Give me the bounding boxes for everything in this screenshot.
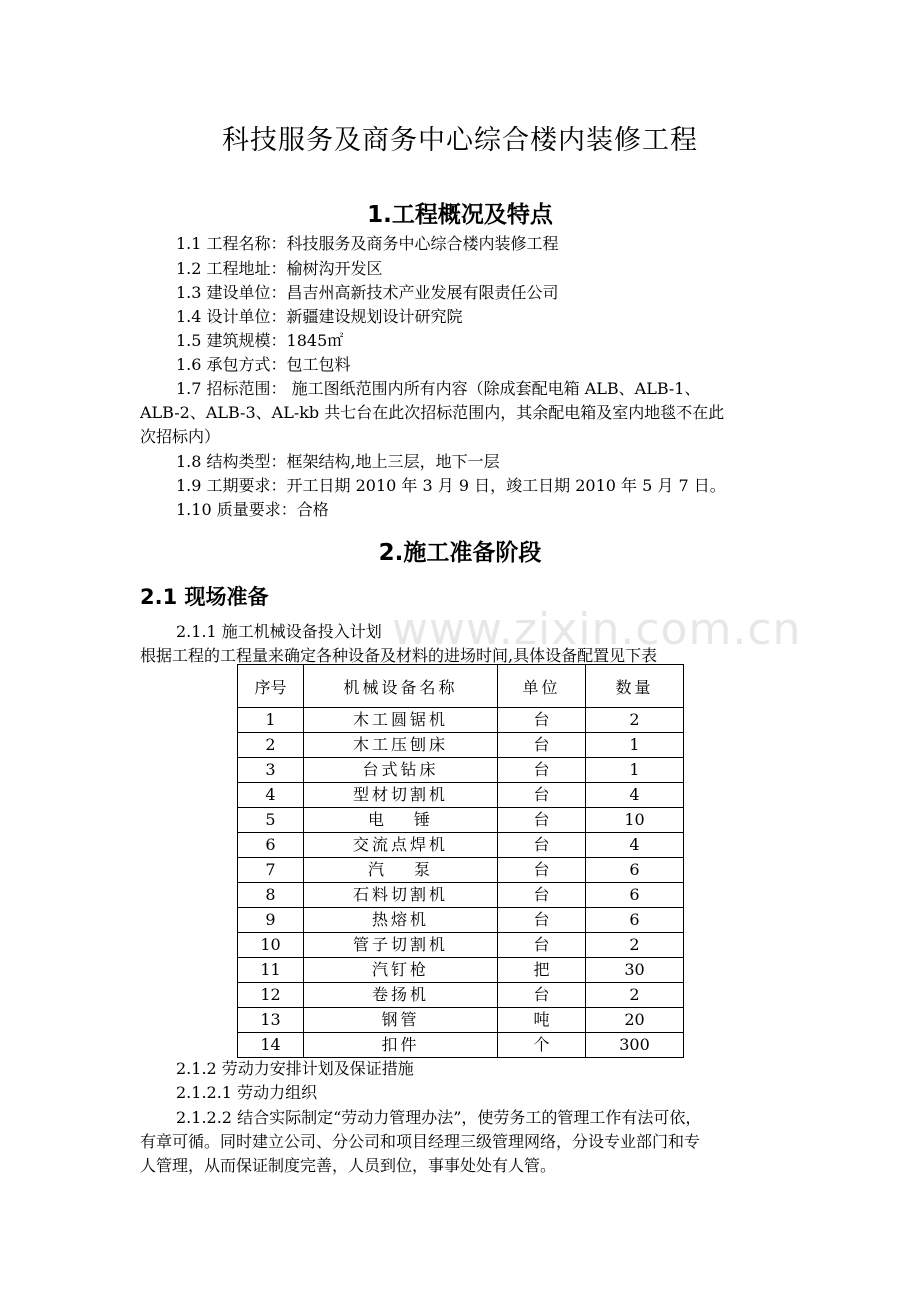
table-row — [238, 958, 684, 983]
subsection-2-1-heading: 2.1 现场准备 — [140, 585, 269, 609]
cell-index: 11 — [238, 958, 304, 983]
cell-qty: 2 — [586, 933, 684, 958]
cell-index: 7 — [238, 858, 304, 883]
cell-qty: 2 — [586, 983, 684, 1008]
cell-index: 14 — [238, 1033, 304, 1058]
table-row — [238, 758, 684, 783]
cell-qty: 20 — [586, 1008, 684, 1033]
cell-name: 型材切割机 — [304, 783, 498, 808]
cell-qty: 2 — [586, 708, 684, 733]
cell-name: 扣件 — [304, 1033, 498, 1058]
header-equipment-name: 机械设备名称 — [304, 665, 498, 708]
item-1-10: 1.10 质量要求：合格 — [176, 500, 329, 519]
cell-qty: 6 — [586, 908, 684, 933]
document-title: 科技服务及商务中心综合楼内装修工程 — [222, 125, 698, 156]
para-2-1-2-2: 2.1.2.2 结合实际制定“劳动力管理办法”，使劳务工的管理工作有法可依， — [176, 1108, 702, 1127]
item-1-8: 1.8 结构类型：框架结构,地上三层，地下一层 — [176, 452, 500, 471]
table-row — [238, 1008, 684, 1033]
cell-name: 管子切割机 — [304, 933, 498, 958]
cell-index: 6 — [238, 833, 304, 858]
cell-unit: 台 — [498, 733, 586, 758]
cell-qty: 300 — [586, 1033, 684, 1058]
cell-index: 12 — [238, 983, 304, 1008]
table-header-row — [238, 665, 684, 708]
para-2-1-2: 2.1.2 劳动力安排计划及保证措施 — [176, 1059, 414, 1078]
cell-name: 热熔机 — [304, 908, 498, 933]
table-row — [238, 858, 684, 883]
item-1-7: 1.7 招标范围： 施工图纸范围内所有内容（除成套配电箱 ALB、ALB-1、 — [176, 379, 701, 398]
item-1-7-cont: ALB-2、ALB-3、AL-kb 共七台在此次招标范围内，其余配电箱及室内地毯不在此 — [140, 403, 725, 422]
cell-index: 4 — [238, 783, 304, 808]
cell-index: 10 — [238, 933, 304, 958]
cell-index: 13 — [238, 1008, 304, 1033]
header-quantity: 数量 — [586, 665, 684, 708]
cell-name: 木工压刨床 — [304, 733, 498, 758]
para-2-1-2-2-cont: 有章可循。同时建立公司、分公司和项目经理三级管理网络，分设专业部门和专 — [140, 1132, 701, 1151]
table-row — [238, 908, 684, 933]
section-1-heading: 1.工程概况及特点 — [367, 202, 553, 228]
cell-qty: 4 — [586, 783, 684, 808]
para-2-1-2-1: 2.1.2.1 劳动力组织 — [176, 1083, 318, 1102]
cell-qty: 4 — [586, 833, 684, 858]
table-row — [238, 1033, 684, 1058]
item-1-4: 1.4 设计单位：新疆建设规划设计研究院 — [176, 307, 463, 326]
cell-name: 电 锤 — [304, 808, 498, 833]
cell-unit: 台 — [498, 833, 586, 858]
cell-unit: 台 — [498, 708, 586, 733]
table-row — [238, 933, 684, 958]
watermark: www.zixin.com.cn — [392, 604, 802, 655]
table-row — [238, 808, 684, 833]
equipment-table — [237, 664, 684, 1058]
cell-unit: 台 — [498, 983, 586, 1008]
cell-index: 5 — [238, 808, 304, 833]
item-1-7-end: 次招标内） — [140, 427, 221, 446]
para-2-1-1-text: 根据工程的工程量来确定各种设备及材料的进场时间,具体设备配置见下表 — [140, 646, 658, 665]
cell-index: 2 — [238, 733, 304, 758]
cell-unit: 台 — [498, 808, 586, 833]
item-1-3: 1.3 建设单位：昌吉州高新技术产业发展有限责任公司 — [176, 283, 559, 302]
para-2-1-2-2-end: 人管理，从而保证制度完善，人员到位，事事处处有人管。 — [140, 1156, 557, 1175]
item-1-2: 1.2 工程地址：榆树沟开发区 — [176, 259, 383, 278]
cell-index: 3 — [238, 758, 304, 783]
cell-name: 木工圆锯机 — [304, 708, 498, 733]
cell-qty: 30 — [586, 958, 684, 983]
cell-name: 台式钻床 — [304, 758, 498, 783]
cell-index: 9 — [238, 908, 304, 933]
cell-name: 汽钉枪 — [304, 958, 498, 983]
para-2-1-1: 2.1.1 施工机械设备投入计划 — [176, 622, 382, 641]
cell-unit: 台 — [498, 908, 586, 933]
cell-index: 1 — [238, 708, 304, 733]
cell-name: 卷扬机 — [304, 983, 498, 1008]
cell-unit: 台 — [498, 933, 586, 958]
cell-name: 汽 泵 — [304, 858, 498, 883]
cell-unit: 把 — [498, 958, 586, 983]
table-row — [238, 883, 684, 908]
cell-unit: 台 — [498, 758, 586, 783]
table-row — [238, 783, 684, 808]
table-row — [238, 983, 684, 1008]
cell-name: 交流点焊机 — [304, 833, 498, 858]
table-row — [238, 833, 684, 858]
table-row — [238, 733, 684, 758]
cell-qty: 6 — [586, 858, 684, 883]
item-1-1: 1.1 工程名称：科技服务及商务中心综合楼内装修工程 — [176, 234, 559, 253]
cell-name: 钢管 — [304, 1008, 498, 1033]
cell-unit: 台 — [498, 858, 586, 883]
header-unit: 单位 — [498, 665, 586, 708]
cell-unit: 台 — [498, 883, 586, 908]
item-1-5: 1.5 建筑规模：1845㎡ — [176, 331, 344, 350]
item-1-9: 1.9 工期要求：开工日期 2010 年 3 月 9 日，竣工日期 2010 年 5 月 7 日。 — [176, 476, 726, 495]
table-row — [238, 708, 684, 733]
cell-qty: 6 — [586, 883, 684, 908]
cell-qty: 1 — [586, 733, 684, 758]
cell-name: 石料切割机 — [304, 883, 498, 908]
cell-unit: 台 — [498, 783, 586, 808]
cell-unit: 吨 — [498, 1008, 586, 1033]
cell-qty: 1 — [586, 758, 684, 783]
cell-unit: 个 — [498, 1033, 586, 1058]
header-index: 序号 — [238, 665, 304, 708]
cell-qty: 10 — [586, 808, 684, 833]
section-2-heading: 2.施工准备阶段 — [378, 540, 542, 566]
item-1-6: 1.6 承包方式：包工包料 — [176, 355, 351, 374]
cell-index: 8 — [238, 883, 304, 908]
